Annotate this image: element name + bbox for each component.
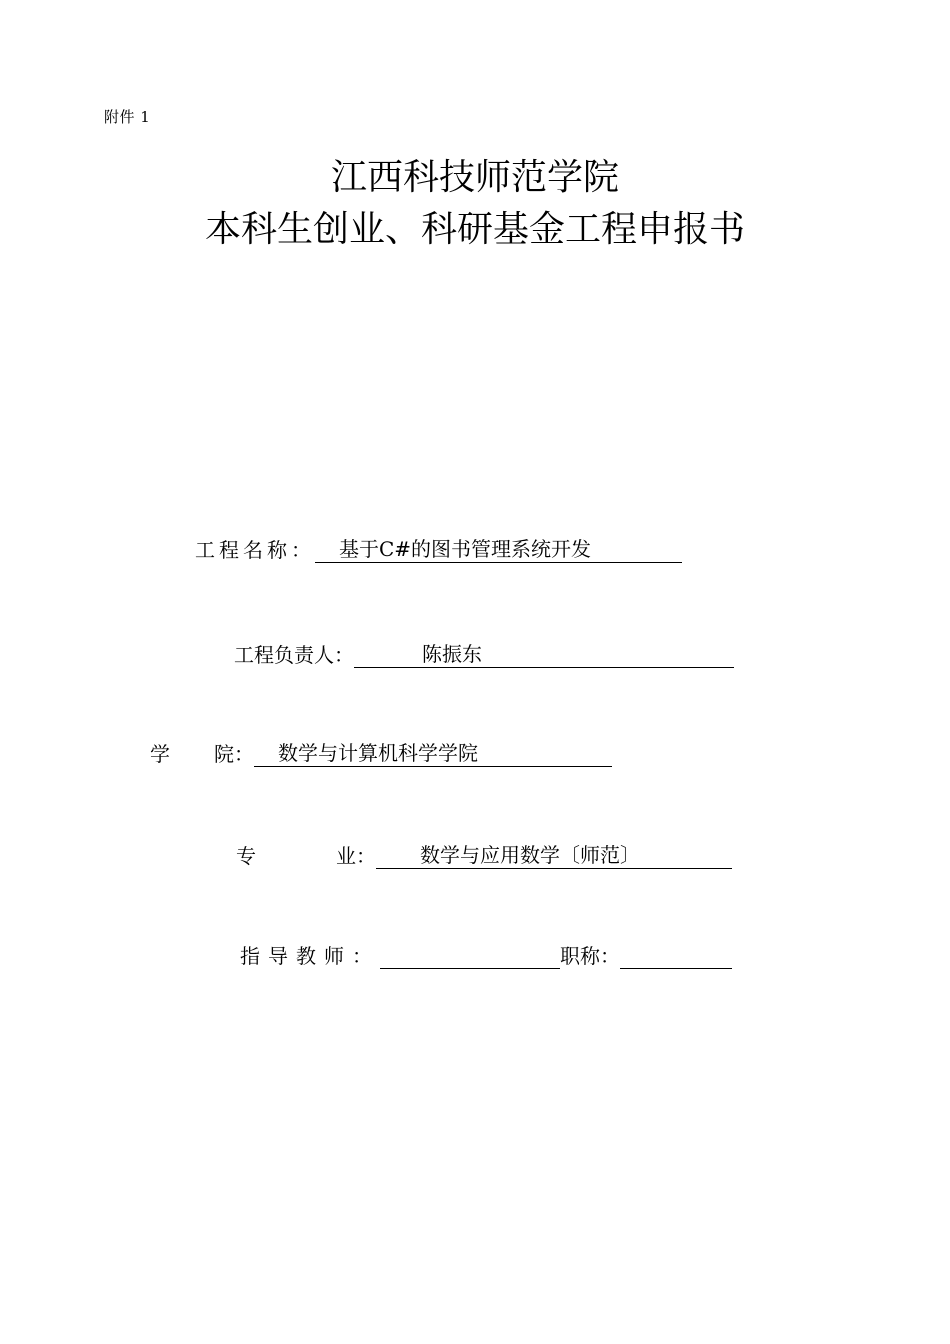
project-name-field	[195, 537, 682, 563]
college-value: 数学与计算机科学学院	[254, 741, 612, 767]
advisor-title-label: 职称：	[560, 944, 620, 968]
college-label-second: 院：	[214, 742, 254, 766]
college-label-first: 学	[150, 742, 170, 766]
advisor-value	[380, 943, 560, 969]
advisor-field	[240, 943, 732, 969]
attachment-label: 附件 1	[104, 108, 151, 126]
project-leader-value: 陈振东	[354, 642, 734, 668]
advisor-title-value	[620, 943, 732, 969]
advisor-label: 指导教师：	[240, 944, 380, 968]
major-label-second: 业：	[336, 844, 376, 868]
project-name-label: 工程名称：	[195, 538, 315, 562]
major-label-first: 专	[236, 844, 256, 868]
project-leader-field	[234, 642, 734, 668]
document-title: 本科生创业、科研基金工程申报书	[204, 209, 745, 250]
project-leader-label: 工程负责人：	[234, 643, 354, 667]
college-field	[150, 741, 612, 767]
project-name-value: 基于C#的图书管理系统开发	[315, 537, 682, 563]
major-field	[236, 843, 732, 869]
major-value: 数学与应用数学〔师范〕	[376, 843, 732, 869]
institution-title: 江西科技师范学院	[330, 157, 619, 198]
